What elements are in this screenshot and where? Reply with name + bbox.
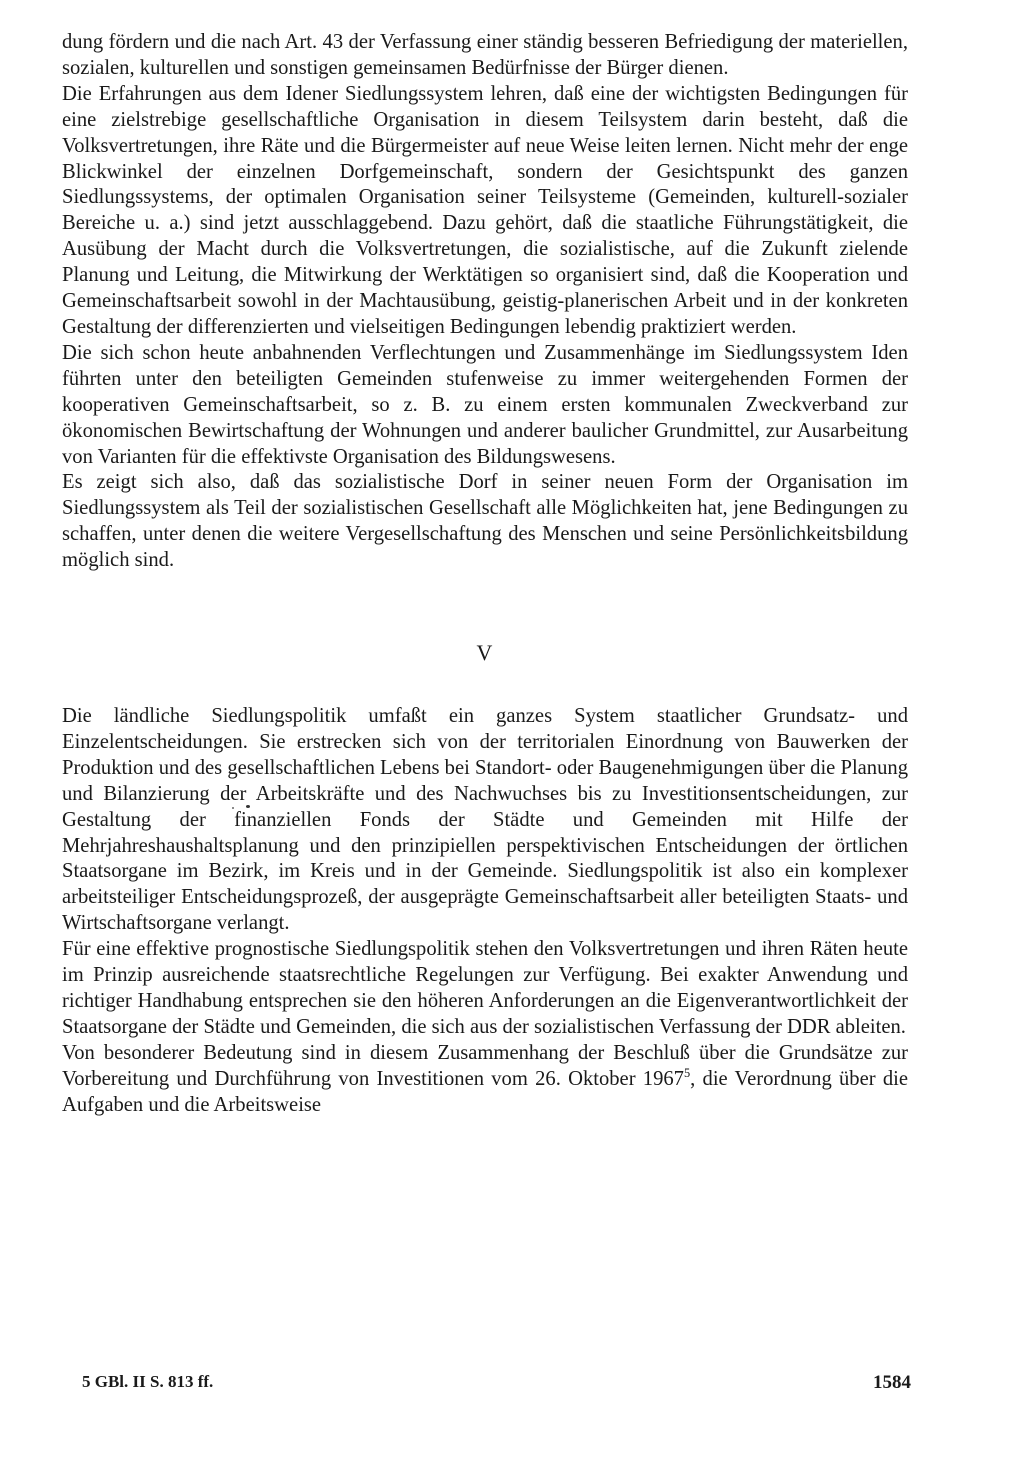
paragraph-settlement-policy: Die ländliche Siedlungspolitik umfaßt ein ganzes System staatlicher Grundsatz- und Einzelentscheidungen. Sie erstrecken sich von der territorialen Einordnung von Bauwerken der Produktion und des gesellschaftlichen Lebens bei Standort- oder Baugenehmigungen über die Planung und Bilanzierung der Arbeitskräfte und des Nachwuchses bis zu Investitionsentscheidungen, zur Gestaltung der finanziellen Fonds der Städte und Gemeinden mit Hilfe der Mehrjahreshaushaltsplanung und den prinzipiellen perspektivischen Entscheidungen der örtlichen Staatsorgane im Bezirk, im Kreis und in der Gemeinde. Siedlungspolitik ist also ein komplexer arbeitsteiliger Entscheidungsprozeß, der ausgeprägte Gemeinschaftsarbeit aller beteiligten Staats- und Wirtschaftsorgane verlangt. [62,705,908,935]
footnote-reference[interactable]: 5 [683,1065,691,1080]
page-body [62,30,908,1119]
paragraph-socialist-village: Es zeigt sich also, daß das sozialistische Dorf in seiner neuen Form der Organisation im Siedlungssystem als Teil der sozialistischen Gesellschaft alle Möglichkeiten hat, jene Bedingungen zu schaffen, unter denen die weitere Vergesellschaftung des Menschen und seine Persönlichkeitsbildung möglich sind. [62,471,908,572]
page-number: 1584 [873,1372,911,1393]
page-footer [82,1372,911,1400]
print-speck [232,807,234,809]
paragraph-investment-decision [62,1041,908,1119]
paragraph-continuation: dung fördern und die nach Art. 43 der Verfassung einer ständig besseren Befriedigung der materiellen, sozialen, kulturellen und sonstigen gemeinsamen Bedürfnisse der Bürger dienen. [62,31,908,79]
paragraph-idener-experience: Die Erfahrungen aus dem Idener Siedlungssystem lehren, daß eine der wichtigsten Bedingungen für eine zielstrebige gesellschaftliche Organisation in diesem Teilsystem darin besteht, daß die Volksvertretungen, ihre Räte und die Bürgermeister auf neue Weise leiten lernen. Nicht mehr der enge Blickwinkel der einzelnen Dorfgemeinschaft, sondern der Gesichtspunkt des ganzen Siedlungssystems, der optimalen Organisation seiner Teilsysteme (Gemeinden, kulturell-sozialer Bereiche u. a.) sind jetzt ausschlaggebend. Dazu gehört, daß die staatliche Führungstätigkeit, die Ausübung der Macht durch die Volksvertretungen, die sozialistische, auf die Zukunft zielende Planung und Leitung, die Mitwirkung der Werktätigen so organisiert sind, daß die Kooperation und Gemeinschaftsarbeit sowohl in der Machtausübung, geistig-planerischen Arbeit und in der konkreten Gestaltung der differenzierten und vielseitigen Bedingungen lebendig praktiziert werden. [62,82,908,338]
paragraph-text-after-ref: , die Verordnung über die Aufgaben und die Arbeitsweise [62,1067,908,1116]
paragraph-text-before-ref: Von besonderer Bedeutung sind in diesem Zusammenhang der Beschluß über die Grundsätze zur Vorbereitung und Durchführung von Investitionen vom 26. Oktober 1967 [62,1041,908,1090]
section-heading: V [476,640,494,666]
print-speck [246,805,250,808]
paragraph-iden-cooperation: Die sich schon heute anbahnenden Verflechtungen und Zusammenhänge im Siedlungssystem Iden führten unter den beteiligten Gemeinden stufenweise zu immer weitergehenden Formen der kooperativen Gemeinschaftsarbeit, so z. B. zu einem ersten kommunalen Zweckverband zur ökonomischen Bewirtschaftung der Wohnungen und anderer baulicher Grundmittel, zur Ausarbeitung von Varianten für die effektivste Organisation des Bildungswesens. [62,341,908,468]
footnote-marker: 5 [82,1372,91,1391]
paragraph-legal-regulations: Für eine effektive prognostische Siedlungspolitik stehen den Volksvertretungen und ihren Räten heute im Prinzip ausreichende staatsrechtliche Regelungen zur Verfügung. Bei exakter Anwendung und richtiger Handhabung entsprechen sie den höheren Anforderungen an die Eigenverantwortlichkeit der Staatsorgane der Städte und Gemeinden, die sich aus der sozialistischen Verfassung der DDR ableiten. [62,938,908,1038]
footnote-text: GBl. II S. 813 ff. [90,1372,214,1391]
footnote [82,1372,213,1392]
